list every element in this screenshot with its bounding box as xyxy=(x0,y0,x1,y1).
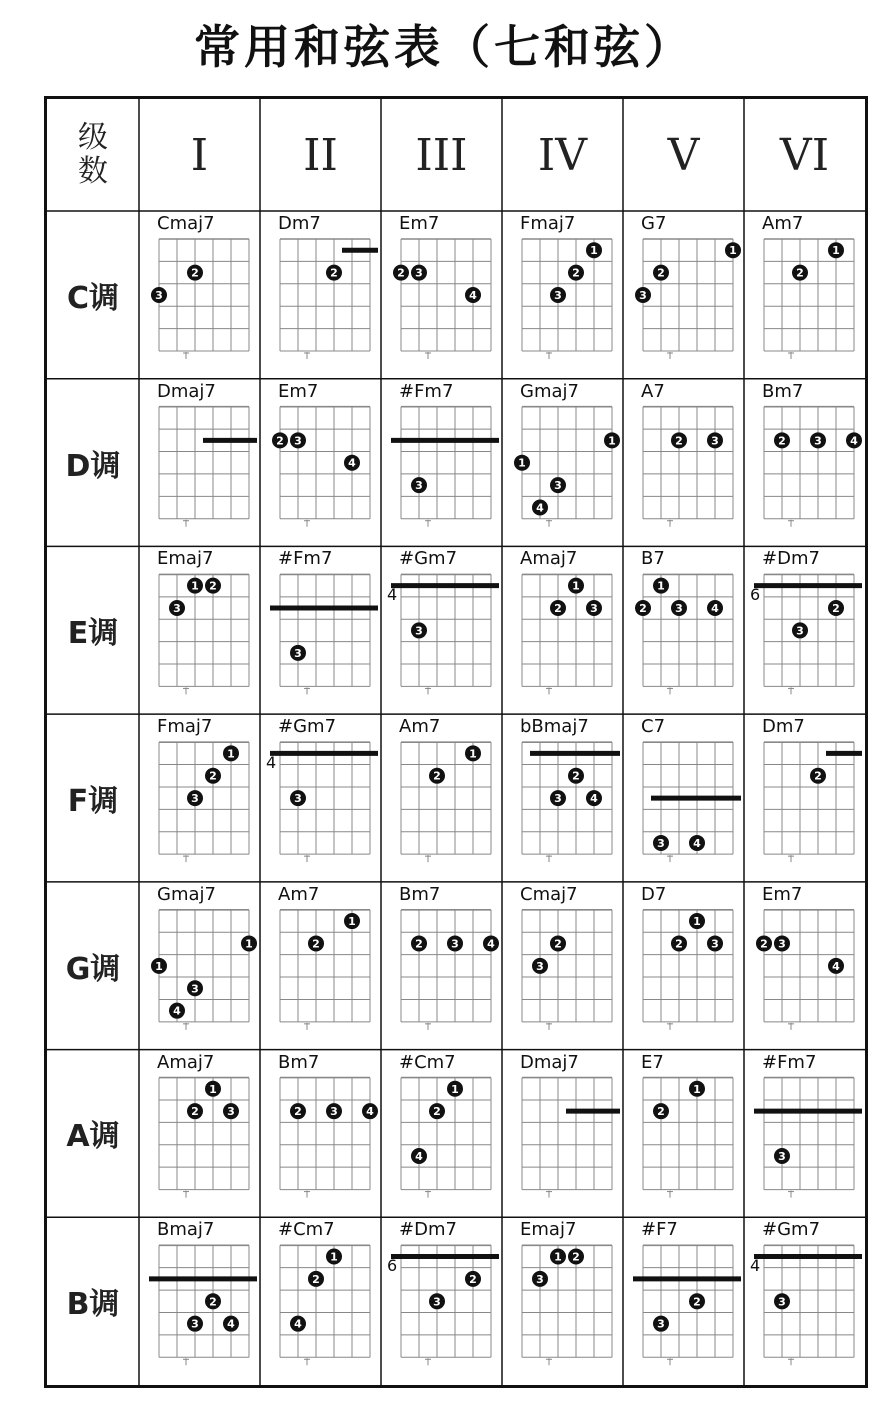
chord-name: #Fm7 xyxy=(762,1051,817,1073)
finger-number: 3 xyxy=(191,982,199,996)
chord-name: Bm7 xyxy=(762,380,804,402)
finger-number: 3 xyxy=(554,792,562,806)
chord-name: #Fm7 xyxy=(399,380,454,402)
finger-number: 2 xyxy=(554,602,562,616)
fret-position-label: 6 xyxy=(750,584,761,604)
chord-name: B7 xyxy=(641,548,665,570)
finger-number: 2 xyxy=(294,1105,302,1119)
chord-name: Emaj7 xyxy=(520,1219,577,1241)
finger-number: 2 xyxy=(572,769,580,783)
finger-number: 3 xyxy=(711,937,719,951)
finger-number: 4 xyxy=(173,1004,181,1018)
finger-number: 3 xyxy=(778,937,786,951)
chord-name: #F7 xyxy=(641,1219,678,1241)
chord-name: Am7 xyxy=(762,213,804,234)
finger-number: 2 xyxy=(832,602,840,616)
finger-number: 3 xyxy=(778,1149,786,1163)
finger-number: 1 xyxy=(518,456,526,470)
chord-name: C7 xyxy=(641,716,666,738)
finger-number: 1 xyxy=(693,915,701,929)
finger-number: 2 xyxy=(312,1272,320,1286)
finger-number: 4 xyxy=(469,289,477,302)
finger-number: 2 xyxy=(693,1295,701,1309)
finger-number: 1 xyxy=(572,579,580,593)
chord-name: #Fm7 xyxy=(278,548,333,570)
chord-name: Cmaj7 xyxy=(520,883,578,905)
chord-name: Amaj7 xyxy=(157,1051,215,1073)
finger-number: 1 xyxy=(451,1082,459,1096)
finger-number: 4 xyxy=(850,434,858,448)
finger-number: 3 xyxy=(191,792,199,806)
finger-number: 3 xyxy=(554,479,562,493)
finger-number: 1 xyxy=(209,1082,217,1096)
finger-number: 3 xyxy=(415,266,423,280)
finger-number: 3 xyxy=(590,602,598,616)
chord-name: Em7 xyxy=(762,883,803,905)
chord-name: Fmaj7 xyxy=(157,716,213,738)
finger-number: 3 xyxy=(294,646,302,660)
finger-number: 3 xyxy=(451,937,459,951)
chord-name: #Dm7 xyxy=(762,548,820,570)
finger-number: 2 xyxy=(276,434,284,448)
chord-name: A7 xyxy=(641,380,665,402)
key-label: B调 xyxy=(66,1287,120,1323)
chord-name: Bmaj7 xyxy=(157,1219,215,1241)
finger-number: 2 xyxy=(433,1105,441,1119)
finger-number: 1 xyxy=(554,1250,562,1264)
finger-number: 2 xyxy=(209,579,217,593)
finger-number: 3 xyxy=(814,434,822,448)
key-label: E调 xyxy=(67,616,119,652)
chord-name: Dmaj7 xyxy=(157,380,216,402)
finger-number: 3 xyxy=(433,1295,441,1309)
chord-name: #Dm7 xyxy=(399,1219,457,1241)
finger-number: 1 xyxy=(191,579,199,593)
finger-number: 4 xyxy=(294,1317,302,1331)
fret-position-label: 4 xyxy=(750,1255,761,1275)
finger-number: 1 xyxy=(729,244,737,258)
finger-number: 2 xyxy=(469,1272,477,1286)
finger-number: 2 xyxy=(397,266,405,280)
finger-number: 2 xyxy=(657,266,665,280)
chord-name: Gmaj7 xyxy=(157,883,216,905)
chord-name: Am7 xyxy=(399,716,441,738)
finger-number: 2 xyxy=(675,434,683,448)
finger-number: 3 xyxy=(657,1317,665,1331)
chord-name: #Cm7 xyxy=(278,1219,335,1241)
chord-name: Emaj7 xyxy=(157,548,214,570)
finger-number: 2 xyxy=(209,769,217,783)
finger-number: 1 xyxy=(227,747,235,761)
finger-number: 3 xyxy=(415,624,423,638)
chord-name: Fmaj7 xyxy=(520,213,576,234)
finger-number: 3 xyxy=(796,624,804,638)
key-label: F调 xyxy=(67,783,119,819)
fret-position-label: 6 xyxy=(387,1255,398,1275)
finger-number: 2 xyxy=(572,1250,580,1264)
finger-number: 4 xyxy=(487,937,495,951)
finger-number: 3 xyxy=(536,1272,544,1286)
finger-number: 2 xyxy=(415,937,423,951)
finger-number: 2 xyxy=(778,434,786,448)
finger-number: 1 xyxy=(155,959,163,973)
finger-number: 3 xyxy=(294,434,302,448)
finger-number: 2 xyxy=(330,266,338,280)
finger-number: 3 xyxy=(294,792,302,806)
finger-number: 1 xyxy=(608,434,616,448)
table-grid xyxy=(47,99,865,1385)
finger-number: 2 xyxy=(675,937,683,951)
chord-name: #Gm7 xyxy=(278,716,337,738)
chord-name: D7 xyxy=(641,883,667,905)
key-label: G调 xyxy=(65,951,121,987)
finger-number: 3 xyxy=(536,959,544,973)
finger-number: 2 xyxy=(191,1105,199,1119)
finger-number: 4 xyxy=(415,1149,423,1163)
degree-header: IV xyxy=(537,129,588,181)
chord-name: #Cm7 xyxy=(399,1051,456,1073)
finger-number: 3 xyxy=(330,1105,338,1119)
finger-number: 1 xyxy=(348,915,356,929)
finger-number: 2 xyxy=(554,937,562,951)
chord-name: Dm7 xyxy=(762,716,805,738)
finger-number: 3 xyxy=(173,602,181,616)
chord-name: Em7 xyxy=(399,213,440,234)
degree-header: V xyxy=(667,129,700,181)
chord-name: E7 xyxy=(641,1051,664,1073)
key-label: C调 xyxy=(66,280,120,316)
page-title: 常用和弦表（七和弦） xyxy=(194,20,694,74)
finger-number: 3 xyxy=(415,479,423,493)
finger-number: 2 xyxy=(814,769,822,783)
chord-name: Amaj7 xyxy=(520,548,578,570)
finger-number: 4 xyxy=(366,1105,374,1119)
finger-number: 4 xyxy=(348,456,356,470)
finger-number: 2 xyxy=(312,937,320,951)
chord-name: Gmaj7 xyxy=(520,380,579,402)
chord-name: Em7 xyxy=(278,380,319,402)
finger-number: 2 xyxy=(191,266,199,280)
finger-number: 3 xyxy=(155,289,163,302)
degree-corner-label xyxy=(47,99,139,211)
finger-number: 3 xyxy=(778,1295,786,1309)
finger-number: 1 xyxy=(330,1250,338,1264)
corner-label-char: 级 xyxy=(78,120,108,155)
finger-number: 4 xyxy=(590,792,598,806)
key-label: D调 xyxy=(65,448,121,484)
fret-position-label: 4 xyxy=(266,752,277,772)
finger-number: 1 xyxy=(590,244,598,258)
finger-number: 3 xyxy=(711,434,719,448)
finger-number: 4 xyxy=(536,501,544,515)
finger-number: 2 xyxy=(657,1105,665,1119)
chord-name: bBmaj7 xyxy=(520,716,589,738)
degree-header: VI xyxy=(779,129,830,181)
finger-number: 4 xyxy=(832,959,840,973)
chord-table xyxy=(44,96,868,1388)
chord-name: Dmaj7 xyxy=(520,1051,579,1073)
finger-number: 2 xyxy=(760,937,768,951)
chord-name: Am7 xyxy=(278,883,320,905)
finger-number: 2 xyxy=(572,266,580,280)
finger-number: 3 xyxy=(554,289,562,302)
finger-number: 3 xyxy=(675,602,683,616)
finger-number: 3 xyxy=(657,836,665,850)
chord-name: Bm7 xyxy=(399,883,441,905)
finger-number: 4 xyxy=(227,1317,235,1331)
chord-name: Dm7 xyxy=(278,213,321,234)
finger-number: 1 xyxy=(469,747,477,761)
finger-number: 1 xyxy=(693,1082,701,1096)
finger-number: 4 xyxy=(693,836,701,850)
chord-name: Bm7 xyxy=(278,1051,320,1073)
finger-number: 2 xyxy=(209,1295,217,1309)
key-label: A调 xyxy=(66,1119,120,1155)
finger-number: 3 xyxy=(191,1317,199,1331)
finger-number: 3 xyxy=(227,1105,235,1119)
finger-number: 2 xyxy=(433,769,441,783)
finger-number: 3 xyxy=(639,289,647,302)
finger-number: 2 xyxy=(639,602,647,616)
finger-number: 1 xyxy=(657,579,665,593)
finger-number: 1 xyxy=(245,937,253,951)
chord-name: G7 xyxy=(641,213,667,234)
finger-number: 4 xyxy=(711,602,719,616)
degree-header: I xyxy=(190,129,209,181)
fret-position-label: 4 xyxy=(387,584,398,604)
chord-name: #Gm7 xyxy=(399,548,458,570)
finger-number: 1 xyxy=(832,244,840,258)
corner-label-char: 数 xyxy=(78,154,108,189)
chord-name: #Gm7 xyxy=(762,1219,821,1241)
degree-header: III xyxy=(415,129,468,181)
degree-header: II xyxy=(303,129,338,181)
finger-number: 2 xyxy=(796,266,804,280)
chord-name: Cmaj7 xyxy=(157,213,215,234)
